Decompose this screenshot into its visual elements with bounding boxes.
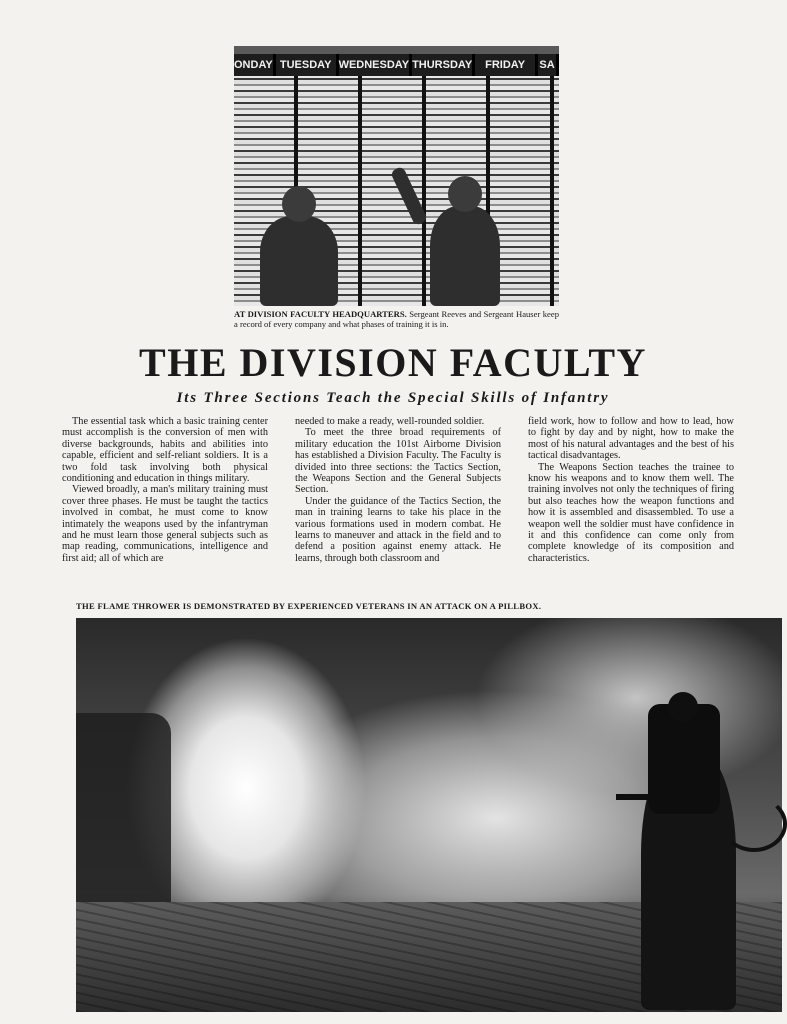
article-subtitle: Its Three Sections Teach the Special Skills of Infantry [176, 390, 610, 406]
bottom-photo-caption: THE FLAME THROWER IS DEMONSTRATED BY EXPERIENCED VETERANS IN AN ATTACK ON A PILLBOX. [76, 601, 542, 611]
flame-thrower-photo [76, 618, 782, 1012]
schedule-board-photo [234, 46, 559, 306]
caption-text: Sergeant Reeves and Sergeant Hauser keep a record of every company and what phases of training it is in. [234, 309, 559, 329]
caption-lead: AT DIVISION FACULTY HEADQUARTERS. [234, 309, 407, 319]
sergeant-figure-left [260, 216, 338, 306]
paragraph: The Weapons Section teaches the trainee to know his weapons and to know them well. The training involves not only the techniques of firing but also teaches how the weapon functions and how it is assembled and disassembled. To use a weapon well the soldier must have confidence in it and this confidence can come only from complete knowledge of its composition and characteristics. [528, 461, 734, 564]
article-column-1 [62, 416, 268, 564]
day-header: WEDNESDAY [339, 54, 413, 76]
article-column-3 [528, 416, 734, 564]
paragraph: Under the guidance of the Tactics Section, the man in training learns to take his place in the various formations used in modern combat. He learns to maneuver and attack in the field and to defend a position against enemy attack. He learns, through both classroom and [295, 495, 501, 564]
top-photo-caption [234, 309, 559, 329]
pillbox-shape [76, 713, 171, 903]
day-header: FRIDAY [475, 54, 538, 76]
day-header: THURSDAY [412, 54, 475, 76]
paragraph: The essential task which a basic training center must accomplish is the conversion of men with diverse backgrounds, habits and abilities into capable, efficient and self-reliant soldiers. It is a two fold task involving both physical conditioning and education in things military. [62, 416, 268, 485]
soldier-head [668, 692, 698, 722]
sergeant-figure-right [430, 206, 500, 306]
day-header: SA [538, 54, 559, 76]
article-column-2 [295, 416, 501, 564]
article-title: THE DIVISION FACULTY [139, 340, 647, 385]
board-day-headers [234, 54, 559, 76]
sergeant-head-left [282, 186, 316, 222]
day-header: ONDAY [234, 54, 276, 76]
paragraph: Viewed broadly, a man's military training must cover three phases. He must be taught the tactics involved in combat, he must come to know intimately the weapons used by the infantryman and he must learn those general subjects such as map reading, communications, intelligence and first aid; all of which are [62, 484, 268, 564]
fuel-hose [721, 796, 787, 852]
sergeant-head-right [448, 176, 482, 212]
paragraph: needed to make a ready, well-rounded soldier. [295, 416, 485, 427]
day-header: TUESDAY [276, 54, 339, 76]
flame-nozzle [616, 794, 656, 800]
paragraph: field work, how to follow and how to lead, how to fight by day and by night, how to make the most of his natural advantages and the best of his tactical disadvantages. [528, 416, 734, 462]
paragraph: To meet the three broad requirements of military education the 101st Airborne Division has established a Division Faculty. The Faculty is divided into three sections: the Tactics Section, the Weapons Section and the General Subjects Section. [295, 427, 501, 496]
